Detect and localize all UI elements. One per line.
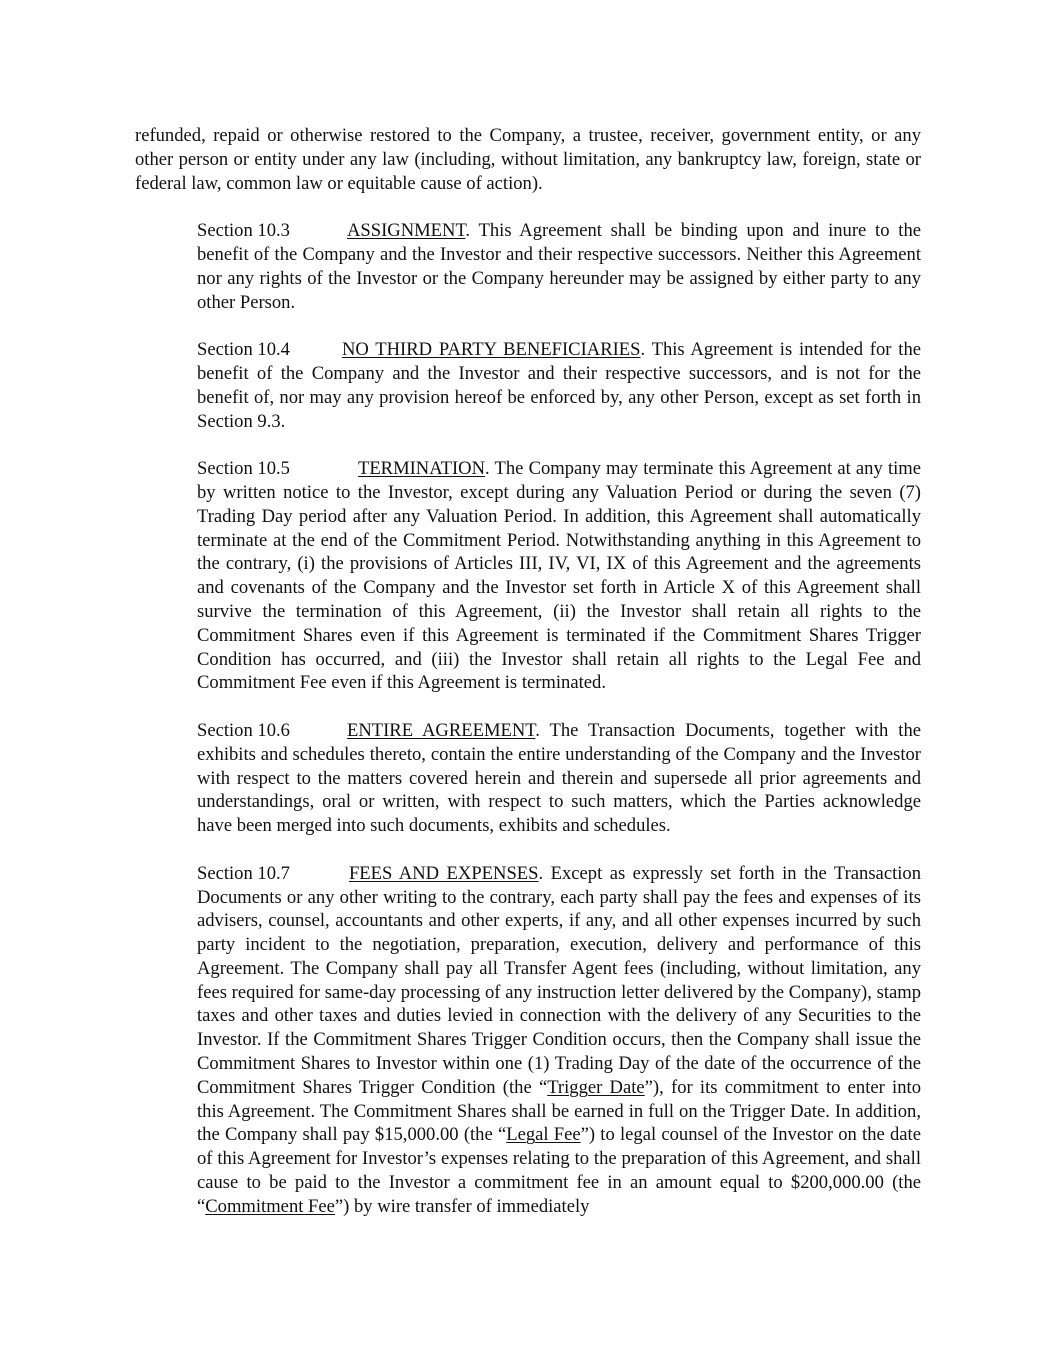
document-page bbox=[135, 124, 921, 1242]
section-body: ”) to legal counsel of the Investor on the date of this Agreement for Investor’s expenses relating to the preparation of this Agreement, and shall cause to be paid to the Investor a commitment fee in an amount equal to $200,000.00 (the “ bbox=[197, 1124, 921, 1217]
section-body: ”) by wire transfer of immediately bbox=[334, 1195, 590, 1217]
section-number: Section 10.7 bbox=[197, 862, 290, 884]
section-10-6 bbox=[135, 719, 921, 838]
section-10-3 bbox=[135, 219, 921, 314]
section-body: ”), for its commitment to enter into this Agreement. The Commitment Shares shall be earned in full on the Trigger Date. In addition, the Company shall pay $15,000.00 (the “ bbox=[197, 1076, 921, 1146]
section-heading: NO THIRD PARTY BENEFICIARIES bbox=[341, 339, 641, 361]
paragraph-continuation: refunded, repaid or otherwise restored to the Company, a trustee, receiver, government entity, or any other person or entity under any law (including, without limitation, any bankruptcy law, foreign, state or federal law, common law or equitable cause of action). bbox=[135, 125, 921, 194]
section-10-5 bbox=[135, 457, 921, 695]
section-10-4 bbox=[135, 338, 921, 433]
section-body: . This Agreement is intended for the benefit of the Company and the Investor and their respective successors, and is not for the benefit of, nor may any provision hereof be enforced by, any other Person, except as set forth in Section 9.3. bbox=[197, 339, 921, 432]
section-10-7 bbox=[135, 862, 921, 1219]
section-number: Section 10.3 bbox=[197, 220, 290, 242]
defined-term-trigger-date: Trigger Date bbox=[547, 1076, 645, 1098]
section-heading: FEES AND EXPENSES bbox=[348, 862, 539, 884]
section-body: . The Company may terminate this Agreement at any time by written notice to the Investor, except during any Valuation Period or during the seven (7) Trading Day period after any Valuation Period. In addition, this Agreement shall automatically terminate at the end of the Commitment Period. Notwithstanding anything in this Agreement to the contrary, (i) the provisions of Articles III, IV, VI, IX of this Agreement and the agreements and covenants of the Company and the Investor set forth in Article X of this Agreement shall survive the termination of this Agreement, (ii) the Investor shall retain all rights to the Commitment Shares even if this Agreement is terminated if the Commitment Shares Trigger Condition has occurred, and (iii) the Investor shall retain all rights to the Legal Fee and Commitment Fee even if this Agreement is terminated. bbox=[197, 458, 921, 694]
section-body: . The Transaction Documents, together with the exhibits and schedules thereto, contain the entire understanding of the Company and the Investor with respect to the matters covered herein and therein and supersede all prior agreements and understandings, oral or written, with respect to such matters, which the Parties acknowledge have been merged into such documents, exhibits and schedules. bbox=[197, 719, 921, 837]
section-heading: ASSIGNMENT bbox=[346, 220, 466, 242]
section-heading: TERMINATION bbox=[357, 458, 486, 480]
section-body: . This Agreement shall be binding upon and inure to the benefit of the Company and the Investor and their respective successors. Neither this Agreement nor any rights of the Investor or the Company hereunder may be assigned by either party to any other Person. bbox=[197, 220, 921, 313]
section-number: Section 10.4 bbox=[197, 339, 290, 361]
section-number: Section 10.5 bbox=[197, 458, 290, 480]
section-body: . Except as expressly set forth in the Transaction Documents or any other writing to the contrary, each party shall pay the fees and expenses of its advisers, counsel, accountants and other experts, if any, and all other expenses incurred by such party incident to the negotiation, preparation, execution, delivery and performance of this Agreement. The Company shall pay all Transfer Agent fees (including, without limitation, any fees required for same-day processing of any instruction letter delivered by the Company), stamp taxes and other taxes and duties levied in connection with the delivery of any Securities to the Investor. If the Commitment Shares Trigger Condition occurs, then the Company shall issue the Commitment Shares to Investor within one (1) Trading Day of the date of the occurrence of the Commitment Shares Trigger Condition (the “ bbox=[197, 862, 921, 1098]
section-heading: ENTIRE AGREEMENT bbox=[346, 719, 536, 741]
section-number: Section 10.6 bbox=[197, 719, 290, 741]
defined-term-commitment-fee: Commitment Fee bbox=[205, 1195, 335, 1217]
defined-term-legal-fee: Legal Fee bbox=[506, 1124, 581, 1146]
